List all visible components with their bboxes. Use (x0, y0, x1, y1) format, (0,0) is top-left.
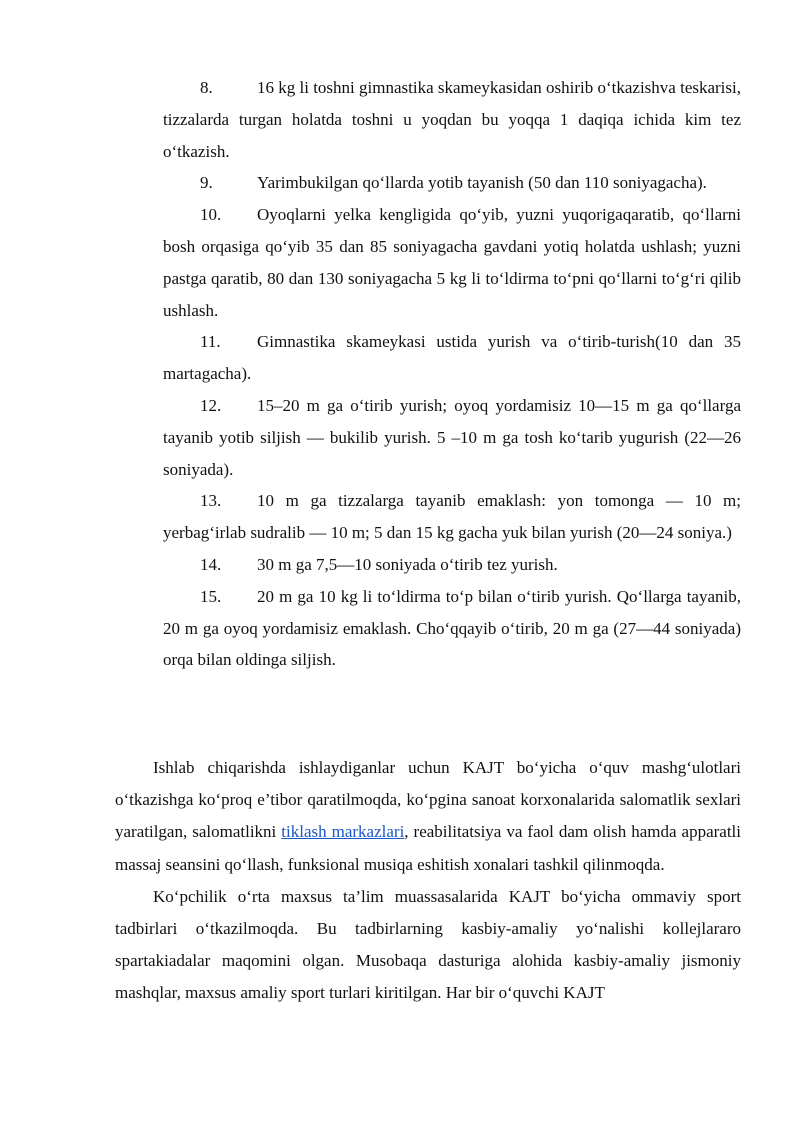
list-item-number: 10. (200, 205, 222, 225)
list-item-text: 15–20 m ga o‘tirib yurish; oyoq yordamisiz 10—15 m ga qo‘llarga tayanib yotib siljish — bukilib yurish. 5 –10 m ga tosh ko‘tarib yugurish (22—26 soniyada). (163, 395, 741, 479)
list-item-text: Oyoqlarni yelka kengligida qo‘yib, yuzni yuqorigaqaratib, qo‘llarni bosh orqasiga qo‘yib 35 dan 85 soniyagacha gavdani yotiq holatda ushlash; yuzni pastga qaratib, 80 dan 130 soniyagacha 5 kg li to‘ldirma to‘pni qo‘llarni to‘g‘ri qilib ushlash. (163, 205, 741, 320)
list-item-number: 14. (200, 554, 222, 574)
list-item (163, 549, 741, 581)
list-item-text: 20 m ga 10 kg li to‘ldirma to‘p bilan o‘tirib yurish. Qo‘llarga tayanib, 20 m ga oyoq yordamisiz emaklash. Cho‘qqayib o‘tirib, 20 m ga (27—44 soniyada) orqa bilan oldinga siljish. (163, 586, 741, 670)
tiklash-markazlari-link[interactable]: tiklash markazlari (281, 822, 405, 842)
list-item-text: 30 m ga 7,5—10 soniyada o‘tirib tez yurish. (257, 554, 558, 574)
list-item-number: 11. (200, 332, 221, 352)
list-item (163, 485, 741, 549)
list-item-text: 16 kg li toshni gimnastika skameykasidan oshirib o‘tkazishva teskarisi, tizzalarda turgan holatda toshni u yoqdan bu yoqqa 1 daqiqa ichida kim tez o‘tkazish. (163, 78, 741, 161)
list-item (163, 390, 741, 485)
paragraph-text: , reabilitatsiya va faol dam olish hamda apparatli massaj seansini qo‘llash, funksional musiqa eshitish xonalari tashkil qilinmoqda. (115, 822, 741, 874)
list-item-number: 9. (200, 173, 213, 193)
list-item-text: 10 m ga tizzalarga tayanib emaklash: yon tomonga — 10 m; yerbag‘irlab sudralib — 10 m; 5 dan 15 kg gacha yuk bilan yurish (20—24 soniya.) (163, 491, 741, 543)
paragraph-text: Ishlab chiqarishda ishlaydiganlar uchun KAJT bo‘yicha o‘quv mashg‘ulotlari o‘tkazishga ko‘proq e’tibor qaratilmoqda, ko‘pgina sanoat korxonalarida salomatlik sexlari yaratilgan, salomatlikni (115, 758, 741, 842)
list-item-number: 15. (200, 586, 222, 606)
body-text (115, 752, 741, 1010)
list-item (163, 326, 741, 390)
paragraph-health-centers (115, 752, 741, 881)
list-item-text: Gimnastika skameykasi ustida yurish va o‘tirib-turish(10 dan 35 martagacha). (163, 332, 741, 384)
list-item (163, 72, 741, 167)
list-item (163, 581, 741, 676)
list-item-number: 8. (200, 78, 213, 97)
paragraph-sport-events: Ko‘pchilik o‘rta maxsus ta’lim muassasalarida KAJT bo‘yicha ommaviy sport tadbirlari o‘tkazilmoqda. Bu tadbirlarning kasbiy-amaliy yo‘nalishi kollejlararo spartakiadalar maqomini olgan. Musobaqa dasturiga alohida kasbiy-amaliy jismoniy mashqlar, maxsus amaliy sport turlari kiritilgan. Har bir o‘quvchi KAJT (115, 886, 741, 1003)
list-item-number: 13. (200, 491, 222, 511)
list-item-text: Yarimbukilgan qo‘llarda yotib tayanish (50 dan 110 soniyagacha). (257, 173, 707, 193)
list-item (163, 167, 741, 199)
list-item-number: 12. (200, 395, 222, 415)
numbered-exercise-list (163, 72, 741, 676)
list-item (163, 199, 741, 326)
